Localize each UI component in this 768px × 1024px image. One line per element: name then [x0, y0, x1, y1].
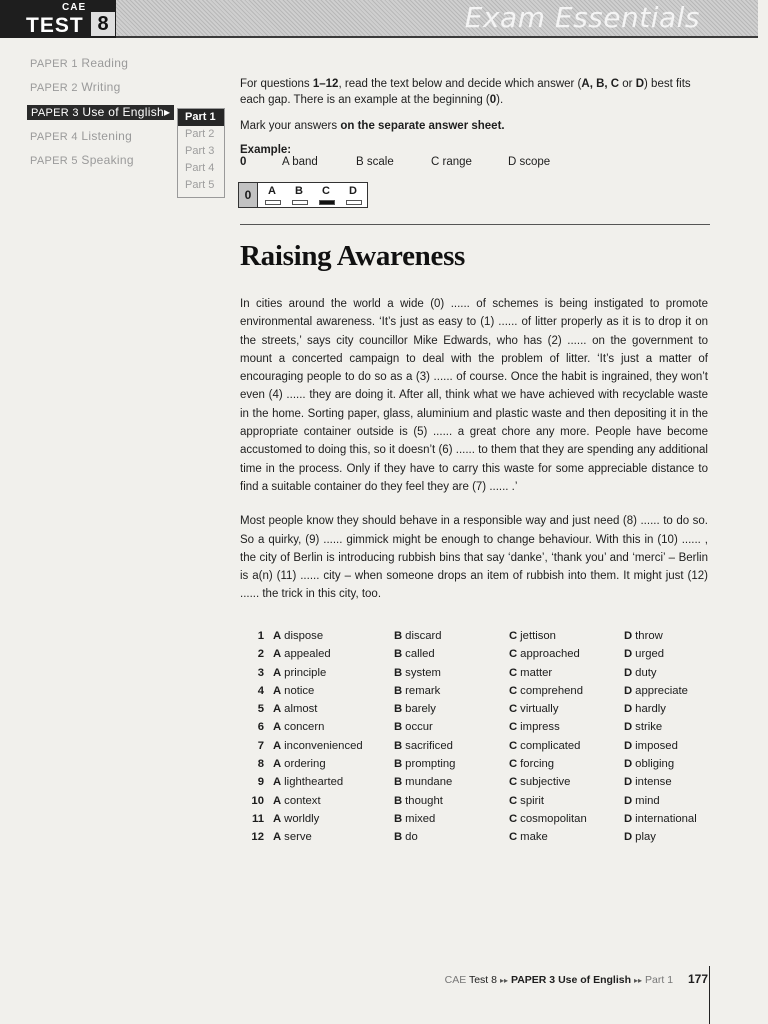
passage-paragraph-1: In cities around the world a wide (0) ...... of schemes is being instigated to promote environmental awareness. ‘It’s just as easy to (1) ...... of litter properly as it is to drop it on the streets,’ says city councillor Mike Edwards, who has (2) ...... on the government to mount a concerted campaign to deal with the problem of litter. ‘It’s just a matter of encouraging people to do so as a (3) ...... of course. Once the habit is ingrained, they won’t even (4) ...... they are doing it. After all, think what we have achieved with recyclable waste in the home. Sorting paper, glass, aluminium and plastic waste and then depositing it in the appropriate container outside is (5) ...... a great chore any more. People have become accustomed to doing this, so it doesn’t (6) ...... to them that they are spending any additional time in the process. Only if they have to carry this waste for some appreciable distance to find a suitable container do they feel they are (7) ...... .’ [240, 298, 708, 493]
example-option-a: A band [282, 156, 318, 168]
example-number: 0 [489, 94, 497, 106]
option-c[interactable] [509, 828, 548, 846]
option-word: serve [284, 831, 312, 844]
page-number: 177 [687, 972, 708, 986]
answer-box-option-d: D [349, 185, 357, 197]
double-arrow-icon: ▸▸ [634, 976, 643, 985]
option-letter: A [273, 721, 282, 734]
option-letter: D [624, 776, 633, 789]
footer-paper-name: Use of English [558, 974, 631, 986]
option-letter: C [509, 776, 518, 789]
option-b[interactable] [394, 664, 441, 682]
option-word: called [405, 648, 435, 661]
option-word: intense [635, 776, 672, 789]
option-c[interactable] [509, 810, 587, 828]
option-word: ordering [284, 758, 326, 771]
option-letter: D [624, 812, 633, 825]
option-c[interactable] [509, 755, 554, 773]
example-answer-box [238, 182, 368, 208]
option-d[interactable] [624, 828, 656, 846]
option-b[interactable] [394, 810, 435, 828]
option-word: inconvenienced [284, 739, 363, 752]
paper-name: Speaking [81, 153, 134, 167]
option-word: comprehend [520, 684, 583, 697]
answer-box-option-b: B [295, 185, 303, 197]
question-range: 1–12 [312, 78, 339, 90]
page-edge-line [709, 966, 710, 1024]
option-b[interactable] [394, 682, 440, 700]
footer-test: Test 8 [468, 974, 497, 986]
option-letter: C [509, 739, 518, 752]
option-letter: D [624, 703, 633, 716]
option-word: hardly [635, 703, 666, 716]
answer-bubble-c-selected[interactable] [319, 200, 335, 205]
option-letter: A [273, 684, 282, 697]
instruction-text: Mark your answers [240, 120, 341, 132]
question-number: 5 [257, 703, 264, 716]
option-word: jettison [520, 630, 556, 642]
option-word: obliging [635, 758, 675, 771]
question-number: 7 [257, 739, 264, 752]
instruction-text: ). [496, 94, 504, 106]
instruction-text: ) best fits each gap. There is an example at the beginning ( [240, 78, 691, 106]
option-a[interactable] [273, 792, 321, 810]
option-letter: D [624, 831, 633, 844]
option-b[interactable] [394, 737, 453, 755]
paper-nav-item-reading[interactable] [30, 56, 128, 70]
option-row [248, 828, 718, 846]
question-number: 3 [257, 666, 264, 679]
part-item-4[interactable]: Part 4 [185, 162, 215, 174]
option-word: lighthearted [284, 776, 344, 789]
option-d[interactable] [624, 645, 664, 663]
option-c[interactable] [509, 627, 556, 645]
option-word: occur [405, 721, 433, 734]
option-row [248, 773, 718, 791]
question-number: 8 [257, 758, 264, 771]
option-row [248, 755, 718, 773]
option-letter: C [509, 666, 518, 679]
paper-nav-item-speaking[interactable] [30, 153, 134, 167]
option-row [248, 627, 718, 645]
option-a[interactable] [273, 810, 319, 828]
option-letter: D [624, 794, 633, 807]
option-d[interactable] [624, 682, 688, 700]
option-word: almost [284, 703, 318, 716]
option-word: approached [520, 648, 580, 661]
option-letter: B [394, 666, 403, 679]
option-word: virtually [520, 703, 559, 716]
option-letter: B [394, 812, 403, 825]
option-c[interactable] [509, 718, 560, 736]
example-option-c: C range [431, 156, 472, 168]
option-d[interactable] [624, 718, 662, 736]
mark-instruction [240, 118, 710, 134]
option-letter: C [509, 794, 518, 807]
test-label: TEST [26, 14, 84, 37]
option-letter: A [273, 739, 282, 752]
option-word: mixed [405, 812, 436, 825]
option-word: complicated [520, 739, 581, 752]
option-word: prompting [405, 758, 456, 771]
question-number: 9 [257, 776, 264, 789]
answer-letter-d: D [635, 78, 645, 90]
option-a[interactable] [273, 700, 317, 718]
paper-number: PAPER 3 [31, 107, 79, 119]
option-c[interactable] [509, 682, 583, 700]
option-word: imposed [635, 739, 678, 752]
option-word: urged [635, 648, 665, 661]
option-word: duty [635, 666, 657, 679]
option-letter: B [394, 721, 403, 734]
question-number: 6 [257, 721, 264, 734]
option-letter: B [394, 758, 403, 771]
option-word: spirit [520, 794, 545, 807]
option-b[interactable] [394, 792, 443, 810]
instruction-line [240, 76, 710, 108]
option-word: barely [405, 703, 436, 716]
answer-box-option-a: A [268, 185, 276, 197]
option-letter: C [509, 684, 518, 697]
option-word: concern [284, 721, 325, 734]
option-word: discard [405, 630, 442, 642]
option-word: mind [635, 794, 660, 807]
option-d[interactable] [624, 810, 697, 828]
option-a[interactable] [273, 828, 312, 846]
option-letter: B [394, 776, 403, 789]
option-a[interactable] [273, 773, 343, 791]
option-word: appreciate [635, 684, 688, 697]
option-b[interactable] [394, 828, 418, 846]
option-letter: C [509, 703, 518, 716]
paper-number: PAPER 2 [30, 82, 78, 94]
paper-number: PAPER 5 [30, 155, 78, 167]
option-row [248, 664, 718, 682]
paper-number: PAPER 1 [30, 58, 78, 70]
option-letter: D [624, 666, 633, 679]
option-word: strike [635, 721, 663, 734]
paper-name: Listening [81, 129, 133, 143]
footer-paper: PAPER 3 [510, 974, 556, 986]
option-letter: B [394, 831, 403, 844]
option-a[interactable] [273, 645, 331, 663]
answer-box-option-c: C [322, 185, 330, 197]
paper-name: Writing [81, 80, 121, 94]
option-letter: C [509, 648, 518, 661]
option-letter: A [273, 630, 282, 642]
passage [240, 295, 708, 604]
option-a[interactable] [273, 682, 314, 700]
double-arrow-icon: ▸▸ [499, 976, 508, 985]
part-menu [177, 108, 225, 198]
example-option-b: B scale [356, 156, 394, 168]
option-d[interactable] [624, 627, 663, 645]
option-letter: D [624, 758, 633, 771]
option-letter: C [509, 831, 518, 844]
option-word: notice [284, 684, 315, 697]
part-item-3[interactable]: Part 3 [185, 145, 215, 157]
option-row [248, 700, 718, 718]
option-word: throw [635, 630, 663, 642]
instruction-text: or [619, 78, 636, 90]
option-row [248, 810, 718, 828]
option-word: mundane [405, 776, 453, 789]
paper-nav-item-listening[interactable] [30, 129, 132, 143]
option-letter: C [509, 630, 518, 642]
option-a[interactable] [273, 627, 323, 645]
option-letter: D [624, 684, 633, 697]
option-letter: C [509, 721, 518, 734]
option-c[interactable] [509, 645, 580, 663]
option-word: appealed [284, 648, 331, 661]
test-badge [0, 0, 116, 38]
option-c[interactable] [509, 737, 580, 755]
option-d[interactable] [624, 700, 666, 718]
answer-bubble-b[interactable] [292, 200, 308, 205]
option-c[interactable] [509, 664, 552, 682]
option-word: dispose [284, 630, 324, 642]
answer-letters: A, B, C [581, 78, 620, 90]
option-d[interactable] [624, 773, 672, 791]
option-letter: D [624, 721, 633, 734]
test-number: 8 [91, 12, 115, 36]
answer-options-table [248, 627, 718, 847]
option-word: worldly [284, 812, 320, 825]
option-word: make [520, 831, 548, 844]
option-letter: D [624, 648, 633, 661]
part-item-1[interactable]: Part 1 [178, 109, 224, 126]
question-number: 11 [252, 812, 264, 825]
option-word: international [635, 812, 697, 825]
option-letter: A [273, 648, 282, 661]
page-footer [445, 972, 708, 986]
option-row [248, 682, 718, 700]
footer-part: Part 1 [645, 974, 674, 986]
option-word: forcing [520, 758, 555, 771]
option-letter: A [273, 831, 282, 844]
question-number: 2 [257, 648, 264, 661]
option-word: sacrificed [405, 739, 453, 752]
divider [240, 224, 710, 225]
option-letter: A [273, 776, 282, 789]
passage-title: Raising Awareness [240, 240, 466, 272]
option-word: matter [520, 666, 553, 679]
example-row [240, 154, 710, 170]
option-letter: B [394, 630, 403, 642]
part-item-5[interactable]: Part 5 [185, 179, 215, 191]
instructions [240, 76, 710, 168]
option-a[interactable] [273, 664, 326, 682]
answer-bubble-d[interactable] [346, 200, 362, 205]
option-word: principle [284, 666, 327, 679]
option-word: thought [405, 794, 443, 807]
option-b[interactable] [394, 755, 455, 773]
option-d[interactable] [624, 737, 678, 755]
option-letter: A [273, 794, 282, 807]
option-letter: B [394, 684, 403, 697]
option-b[interactable] [394, 718, 433, 736]
question-number: 4 [257, 684, 264, 697]
paper-number: PAPER 4 [30, 131, 78, 143]
option-row [248, 737, 718, 755]
option-row [248, 718, 718, 736]
option-b[interactable] [394, 627, 442, 645]
example-heading: Example: [240, 144, 292, 156]
option-letter: B [394, 794, 403, 807]
example-answer-number: 0 [239, 183, 258, 207]
cae-label: CAE [62, 2, 87, 13]
passage-paragraph-2: Most people know they should behave in a responsible way and just need (8) ...... to do so. So a quirky, (9) ...... gimmick might be enough to change behaviour. With this in (10) ...... , the city of Berlin is introducing rubbish bins that say ‘danke’, ‘thank you’ and ‘merci’ – Berlin is a(n) (11) ...... city – when someone drops an item of rubbish into them. It might just (12) ...... the trick in this city, too. [240, 515, 708, 601]
answer-bubble-a[interactable] [265, 200, 281, 205]
option-b[interactable] [394, 700, 436, 718]
option-d[interactable] [624, 755, 674, 773]
option-c[interactable] [509, 792, 544, 810]
option-word: play [635, 831, 656, 844]
part-item-2[interactable]: Part 2 [185, 128, 215, 140]
option-row [248, 645, 718, 663]
option-a[interactable] [273, 718, 324, 736]
option-b[interactable] [394, 645, 435, 663]
paper-name: Reading [81, 56, 129, 70]
option-word: cosmopolitan [520, 812, 587, 825]
option-letter: B [394, 703, 403, 716]
option-a[interactable] [273, 755, 326, 773]
option-d[interactable] [624, 664, 657, 682]
option-letter: D [624, 630, 633, 642]
example-option-d: D scope [508, 156, 551, 168]
option-word: impress [520, 721, 560, 734]
answer-sheet-note: on the separate answer sheet. [340, 120, 505, 132]
option-letter: B [394, 648, 403, 661]
option-c[interactable] [509, 773, 570, 791]
exam-essentials-title: Exam Essentials [464, 1, 700, 34]
instruction-text: For questions [240, 78, 313, 90]
option-letter: A [273, 812, 282, 825]
option-letter: C [509, 812, 518, 825]
option-c[interactable] [509, 700, 558, 718]
option-d[interactable] [624, 792, 660, 810]
paper-nav-item-use-of-english[interactable] [27, 105, 174, 120]
option-word: remark [405, 684, 441, 697]
paper-name: Use of English [82, 105, 164, 119]
option-letter: A [273, 758, 282, 771]
option-word: system [405, 666, 441, 679]
option-letter: A [273, 703, 282, 716]
option-row [248, 792, 718, 810]
example-number: 0 [240, 156, 247, 168]
instruction-text: , read the text below and decide which answer ( [338, 78, 582, 90]
option-letter: A [273, 666, 282, 679]
paper-nav-item-writing[interactable] [30, 80, 121, 94]
question-number: 1 [257, 630, 264, 642]
question-number: 12 [251, 831, 264, 844]
option-b[interactable] [394, 773, 452, 791]
arrow-right-icon: ▸ [163, 105, 171, 119]
option-letter: C [509, 758, 518, 771]
option-letter: D [624, 739, 633, 752]
option-letter: B [394, 739, 403, 752]
option-word: context [284, 794, 321, 807]
footer-cae: CAE [444, 974, 467, 986]
option-word: do [405, 831, 418, 844]
question-number: 10 [251, 794, 264, 807]
option-a[interactable] [273, 737, 363, 755]
option-word: subjective [520, 776, 571, 789]
